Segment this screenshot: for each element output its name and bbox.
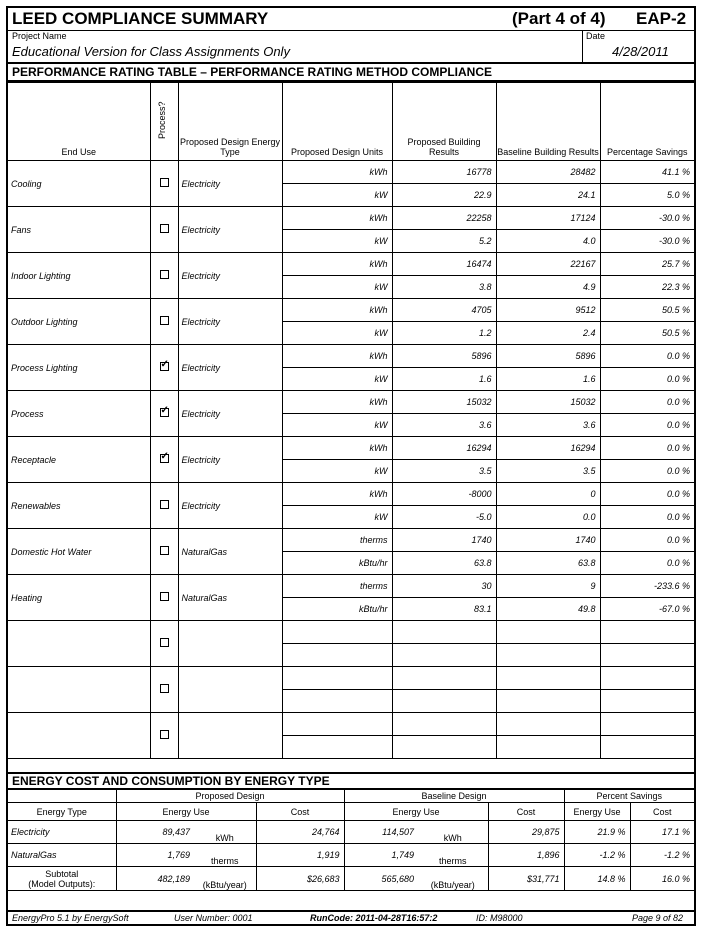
end-use-cell: Process [8, 391, 150, 437]
proposed-cell: 5.2 [392, 230, 496, 253]
energy-cost-table [8, 789, 694, 891]
b-unit-cell: kWh [418, 821, 488, 844]
report-title: LEED COMPLIANCE SUMMARY [12, 9, 269, 28]
col-end-use: End Use [8, 83, 150, 161]
baseline-cell [496, 621, 600, 644]
end-use-cell [8, 621, 150, 667]
perf-table-title: PERFORMANCE RATING TABLE – PERFORMANCE RATING METHOD COMPLIANCE [12, 65, 492, 79]
footer-user: User Number: 0001 [174, 913, 253, 923]
proposed-cell: 3.5 [392, 460, 496, 483]
baseline-cell: 63.8 [496, 552, 600, 575]
proposed-cell: 4705 [392, 299, 496, 322]
process-checkbox-cell[interactable] [150, 575, 178, 621]
savings-cell: 0.0 % [600, 391, 694, 414]
process-checkbox-cell[interactable] [150, 713, 178, 759]
unit-cell: kW [282, 460, 392, 483]
proposed-cell: 63.8 [392, 552, 496, 575]
process-checkbox-cell[interactable] [150, 161, 178, 207]
process-checkbox-cell[interactable] [150, 667, 178, 713]
savings-cell: -67.0 % [600, 598, 694, 621]
s-cost-cell: -1.2 % [630, 844, 694, 867]
proposed-cell [392, 621, 496, 644]
energy-type-cell: Electricity [178, 391, 282, 437]
savings-cell: 25.7 % [600, 253, 694, 276]
savings-cell: 22.3 % [600, 276, 694, 299]
s-cost-cell: 17.1 % [630, 821, 694, 844]
col-p-cost: Cost [256, 803, 344, 821]
savings-cell: 0.0 % [600, 345, 694, 368]
col-process-label: Process? [156, 101, 167, 139]
energy-type-cell: NaturalGas [178, 529, 282, 575]
proposed-cell [392, 713, 496, 736]
col-units: Proposed Design Units [282, 83, 392, 161]
date-label: Date [586, 31, 606, 41]
process-checkbox-cell[interactable] [150, 345, 178, 391]
proposed-cell: 83.1 [392, 598, 496, 621]
p-cost-cell: 24,764 [256, 821, 344, 844]
proposed-cell: 22.9 [392, 184, 496, 207]
baseline-cell: 0.0 [496, 506, 600, 529]
perf-row [8, 529, 694, 552]
proposed-design-header: Proposed Design [116, 790, 344, 803]
unit-cell [282, 621, 392, 644]
proposed-cell: 3.8 [392, 276, 496, 299]
unit-cell: kWh [282, 299, 392, 322]
subtotal-label: Subtotal (Model Outputs): [8, 867, 116, 891]
end-use-cell [8, 667, 150, 713]
unit-cell: kW [282, 506, 392, 529]
savings-cell: 0.0 % [600, 483, 694, 506]
proposed-cell: -8000 [392, 483, 496, 506]
col-b-cost: Cost [488, 803, 564, 821]
energy-table-title: ENERGY COST AND CONSUMPTION BY ENERGY TYPE [12, 774, 330, 788]
unit-cell [282, 713, 392, 736]
footer-software: EnergyPro 5.1 by EnergySoft [12, 913, 129, 923]
savings-cell: 0.0 % [600, 437, 694, 460]
energy-type-cell [178, 621, 282, 667]
baseline-cell [496, 690, 600, 713]
energy-type-cell [178, 713, 282, 759]
unit-cell: kWh [282, 437, 392, 460]
perf-row [8, 345, 694, 368]
baseline-cell: 5896 [496, 345, 600, 368]
proposed-cell [392, 736, 496, 759]
unit-cell: kW [282, 414, 392, 437]
baseline-cell: 4.9 [496, 276, 600, 299]
unit-cell: kWh [282, 253, 392, 276]
baseline-cell: 28482 [496, 161, 600, 184]
perf-row [8, 391, 694, 414]
col-baseline: Baseline Building Results [496, 83, 600, 161]
energy-type-cell: Electricity [178, 253, 282, 299]
proposed-cell [392, 644, 496, 667]
footer-page: Page 9 of 82 [632, 913, 684, 923]
energy-type-cell: Electricity [178, 299, 282, 345]
energy-type-cell: Electricity [178, 437, 282, 483]
s-use-cell: -1.2 % [564, 844, 630, 867]
end-use-cell: Cooling [8, 161, 150, 207]
savings-cell: 5.0 % [600, 184, 694, 207]
savings-cell: 50.5 % [600, 322, 694, 345]
process-checkbox-cell[interactable] [150, 207, 178, 253]
end-use-cell: Process Lighting [8, 345, 150, 391]
unit-cell: kW [282, 368, 392, 391]
subtotal-b-use: 565,680 [344, 867, 418, 891]
b-unit-cell: therms [418, 844, 488, 867]
unit-cell: kWh [282, 207, 392, 230]
baseline-cell [496, 667, 600, 690]
b-use-cell: 114,507 [344, 821, 418, 844]
process-checkbox-cell[interactable] [150, 253, 178, 299]
footer-runcode: RunCode: 2011-04-28T16:57:2 [310, 913, 438, 923]
energy-type-cell: Electricity [8, 821, 116, 844]
energy-type-cell: Electricity [178, 483, 282, 529]
unit-cell: therms [282, 575, 392, 598]
p-use-cell: 1,769 [116, 844, 194, 867]
col-savings: Percentage Savings [600, 83, 694, 161]
proposed-cell [392, 667, 496, 690]
performance-rating-table [8, 82, 694, 759]
end-use-cell: Indoor Lighting [8, 253, 150, 299]
energy-type-cell: NaturalGas [8, 844, 116, 867]
end-use-cell: Domestic Hot Water [8, 529, 150, 575]
percent-savings-header: Percent Savings [564, 790, 694, 803]
perf-row [8, 575, 694, 598]
perf-row [8, 161, 694, 184]
savings-cell: 41.1 % [600, 161, 694, 184]
energy-type-cell: NaturalGas [178, 575, 282, 621]
col-energy-type-2: Energy Type [8, 803, 116, 821]
end-use-cell: Heating [8, 575, 150, 621]
form-code: EAP-2 [636, 9, 687, 28]
subtotal-b-unit: (kBtu/year) [418, 867, 488, 891]
process-checkbox[interactable]: ✓ [160, 359, 169, 370]
unit-cell [282, 667, 392, 690]
energy-type-cell: Electricity [178, 345, 282, 391]
baseline-cell: 24.1 [496, 184, 600, 207]
perf-row [8, 253, 694, 276]
s-use-cell: 21.9 % [564, 821, 630, 844]
proposed-cell: 1.2 [392, 322, 496, 345]
unit-cell: kW [282, 276, 392, 299]
project-name-label: Project Name [12, 31, 67, 41]
proposed-cell: 3.6 [392, 414, 496, 437]
end-use-cell: Fans [8, 207, 150, 253]
subtotal-row [8, 867, 694, 891]
savings-cell: 50.5 % [600, 299, 694, 322]
unit-cell: kWh [282, 161, 392, 184]
col-process [150, 83, 178, 161]
p-unit-cell: therms [194, 844, 256, 867]
process-checkbox[interactable] [160, 638, 169, 647]
proposed-cell: 5896 [392, 345, 496, 368]
baseline-cell: 22167 [496, 253, 600, 276]
perf-row [8, 713, 694, 736]
savings-cell [600, 644, 694, 667]
energy-type-cell: Electricity [178, 207, 282, 253]
baseline-cell: 9512 [496, 299, 600, 322]
unit-cell: kWh [282, 345, 392, 368]
unit-cell: kW [282, 230, 392, 253]
subtotal-s-cost: 16.0 % [630, 867, 694, 891]
proposed-cell: 16474 [392, 253, 496, 276]
baseline-cell: 1.6 [496, 368, 600, 391]
subtotal-s-use: 14.8 % [564, 867, 630, 891]
col-s-cost: Cost [630, 803, 694, 821]
col-energy-type: Proposed Design Energy Type [178, 83, 282, 161]
savings-cell [600, 713, 694, 736]
perf-row [8, 621, 694, 644]
b-use-cell: 1,749 [344, 844, 418, 867]
proposed-cell: 16294 [392, 437, 496, 460]
col-b-energy-use: Energy Use [344, 803, 488, 821]
savings-cell: -30.0 % [600, 207, 694, 230]
savings-cell: -30.0 % [600, 230, 694, 253]
baseline-cell: 0 [496, 483, 600, 506]
proposed-cell: 1740 [392, 529, 496, 552]
savings-cell [600, 621, 694, 644]
process-checkbox-cell[interactable] [150, 391, 178, 437]
savings-cell: 0.0 % [600, 368, 694, 391]
process-checkbox[interactable] [160, 178, 169, 187]
p-cost-cell: 1,919 [256, 844, 344, 867]
baseline-cell [496, 736, 600, 759]
perf-row [8, 299, 694, 322]
subtotal-p-cost: $26,683 [256, 867, 344, 891]
process-checkbox-cell[interactable] [150, 437, 178, 483]
proposed-cell [392, 690, 496, 713]
savings-cell [600, 690, 694, 713]
savings-cell [600, 667, 694, 690]
process-checkbox-cell[interactable] [150, 299, 178, 345]
unit-cell [282, 644, 392, 667]
report-part: (Part 4 of 4) [512, 9, 606, 28]
subtotal-p-unit: (kBtu/year) [194, 867, 256, 891]
process-checkbox[interactable] [160, 546, 169, 555]
energy-type-cell: Electricity [178, 161, 282, 207]
footer-id: ID: M98000 [476, 913, 523, 923]
col-proposed: Proposed Building Results [392, 83, 496, 161]
project-name: Educational Version for Class Assignments Only [12, 44, 290, 59]
baseline-cell: 17124 [496, 207, 600, 230]
perf-row [8, 437, 694, 460]
end-use-cell [8, 713, 150, 759]
unit-cell [282, 690, 392, 713]
proposed-cell: 1.6 [392, 368, 496, 391]
col-s-energy-use: Energy Use [564, 803, 630, 821]
proposed-cell: 22258 [392, 207, 496, 230]
b-cost-cell: 29,875 [488, 821, 564, 844]
baseline-cell: 9 [496, 575, 600, 598]
proposed-cell: -5.0 [392, 506, 496, 529]
energy-row [8, 821, 694, 844]
savings-cell: 0.0 % [600, 460, 694, 483]
process-checkbox-cell[interactable] [150, 621, 178, 667]
process-checkbox[interactable] [160, 684, 169, 693]
process-checkbox[interactable] [160, 730, 169, 739]
proposed-cell: 16778 [392, 161, 496, 184]
unit-cell: kW [282, 322, 392, 345]
energy-row [8, 844, 694, 867]
process-checkbox-cell[interactable] [150, 529, 178, 575]
baseline-cell [496, 713, 600, 736]
end-use-cell: Receptacle [8, 437, 150, 483]
baseline-cell: 4.0 [496, 230, 600, 253]
unit-cell: therms [282, 529, 392, 552]
baseline-cell: 3.5 [496, 460, 600, 483]
savings-cell: 0.0 % [600, 414, 694, 437]
report-page [6, 6, 696, 926]
process-checkbox-cell[interactable] [150, 483, 178, 529]
unit-cell: kBtu/hr [282, 598, 392, 621]
savings-cell: -233.6 % [600, 575, 694, 598]
subtotal-b-cost: $31,771 [488, 867, 564, 891]
report-date: 4/28/2011 [612, 44, 669, 59]
process-checkbox[interactable] [160, 316, 169, 325]
perf-row [8, 207, 694, 230]
unit-cell [282, 736, 392, 759]
proposed-cell: 30 [392, 575, 496, 598]
unit-cell: kW [282, 184, 392, 207]
baseline-cell: 15032 [496, 391, 600, 414]
end-use-cell: Outdoor Lighting [8, 299, 150, 345]
process-checkbox[interactable] [160, 592, 169, 601]
savings-cell: 0.0 % [600, 506, 694, 529]
baseline-cell: 16294 [496, 437, 600, 460]
unit-cell: kBtu/hr [282, 552, 392, 575]
col-p-energy-use: Energy Use [116, 803, 256, 821]
unit-cell: kWh [282, 391, 392, 414]
baseline-cell: 1740 [496, 529, 600, 552]
proposed-cell: 15032 [392, 391, 496, 414]
savings-cell: 0.0 % [600, 552, 694, 575]
perf-row [8, 483, 694, 506]
p-use-cell: 89,437 [116, 821, 194, 844]
perf-row [8, 667, 694, 690]
process-checkbox[interactable] [160, 270, 169, 279]
savings-cell: 0.0 % [600, 529, 694, 552]
baseline-design-header: Baseline Design [344, 790, 564, 803]
subtotal-p-use: 482,189 [116, 867, 194, 891]
process-checkbox[interactable]: ✓ [160, 405, 169, 416]
b-cost-cell: 1,896 [488, 844, 564, 867]
baseline-cell: 49.8 [496, 598, 600, 621]
energy-type-cell [178, 667, 282, 713]
p-unit-cell: kWh [194, 821, 256, 844]
baseline-cell: 3.6 [496, 414, 600, 437]
unit-cell: kWh [282, 483, 392, 506]
baseline-cell [496, 644, 600, 667]
process-checkbox[interactable] [160, 224, 169, 233]
process-checkbox[interactable] [160, 500, 169, 509]
savings-cell [600, 736, 694, 759]
end-use-cell: Renewables [8, 483, 150, 529]
baseline-cell: 2.4 [496, 322, 600, 345]
process-checkbox[interactable]: ✓ [160, 451, 169, 462]
